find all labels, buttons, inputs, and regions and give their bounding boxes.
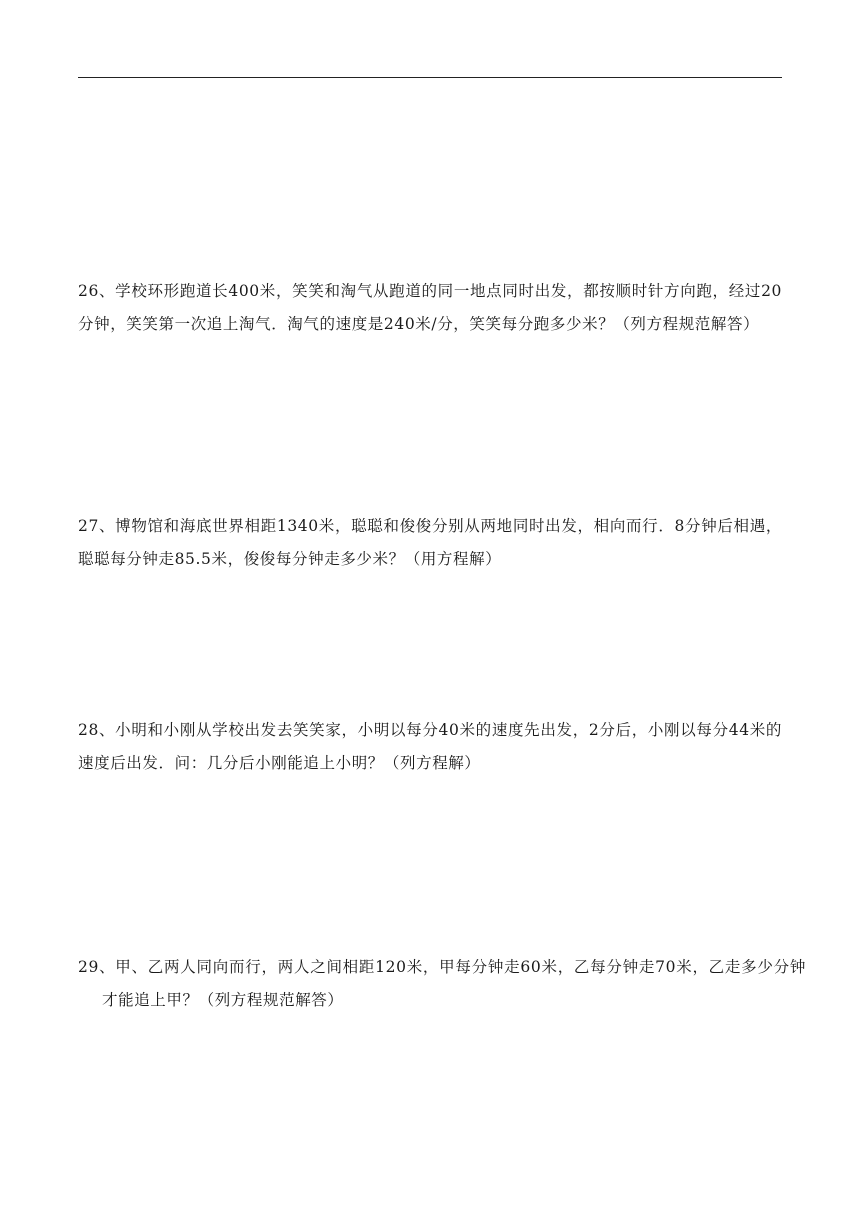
question-26: 26、学校环形跑道长400米，笑笑和淘气从跑道的同一地点同时出发，都按顺时针方向跑，经过20分钟，笑笑第一次追上淘气．淘气的速度是240米/分，笑笑每分跑多少米？（列方程规范解答） <box>78 282 782 333</box>
question-29: 29、甲、乙两人同向而行，两人之间相距120米，甲每分钟走60米，乙每分钟走70米，乙走多少分钟才能追上甲？（列方程规范解答） <box>78 958 806 1009</box>
question-27: 27、博物馆和海底世界相距1340米，聪聪和俊俊分别从两地同时出发，相向而行．8分钟后相遇，聪聪每分钟走85.5米，俊俊每分钟走多少米？（用方程解） <box>78 517 782 568</box>
question-28: 28、小明和小刚从学校出发去笑笑家，小明以每分40米的速度先出发，2分后，小刚以每分44米的速度后出发．问：几分后小刚能追上小明？（列方程解） <box>78 721 782 772</box>
header-rule <box>78 77 782 78</box>
